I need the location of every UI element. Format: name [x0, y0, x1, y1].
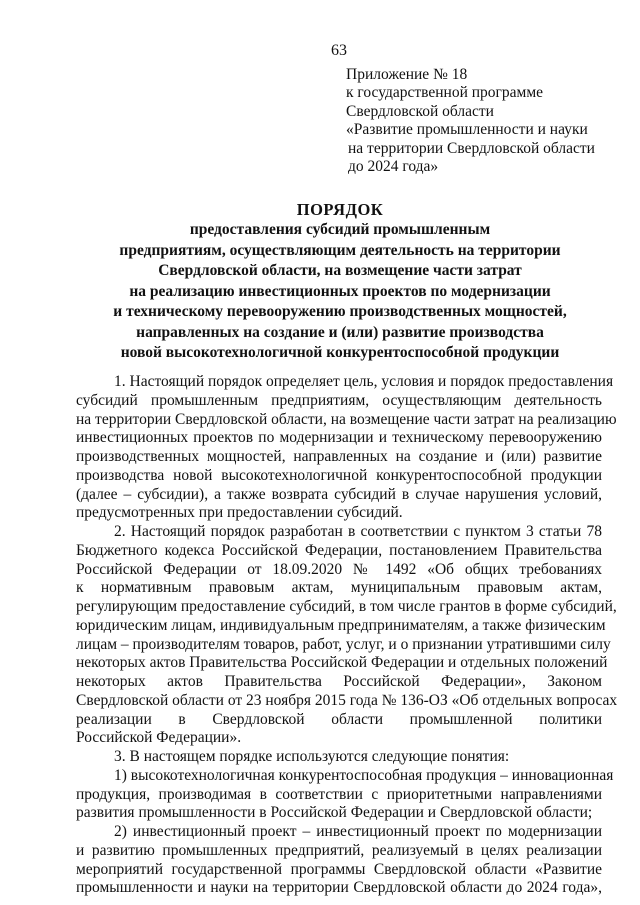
subtitle-line: и техническому перевооружению производственных мощностей,: [113, 303, 567, 320]
paragraph-line: производственных мощностей, направленных на создание и (или) развитие: [76, 448, 602, 465]
appendix-line: Свердловской области: [346, 102, 494, 120]
subtitle-line: Свердловской области, на возмещение части затрат: [158, 262, 522, 279]
paragraph-line: продукция, производимая в соответствии с приоритетными направлениями: [76, 785, 602, 803]
appendix-line: к государственной программе: [346, 84, 544, 102]
paragraph-line: некоторых актов Правительства Российской Федерации», Законом: [76, 673, 602, 690]
subtitle-line: предприятиям, осуществляющим деятельность на территории: [119, 241, 561, 259]
subtitle-line: новой высокотехнологичной конкурентоспособной продукции: [120, 344, 560, 361]
paragraph-line: субсидий промышленным предприятиям, осуществляющим деятельность: [76, 391, 602, 409]
paragraph-line: инвестиционных проектов по модернизации и техническому перевооружению: [76, 429, 602, 447]
page-number: 63: [331, 42, 347, 59]
paragraph-line: реализации в Свердловской области промышленной политики: [76, 710, 602, 728]
appendix-line: до 2024 года»: [348, 158, 439, 176]
document-subtitle: [60, 220, 620, 364]
paragraph-line: 1) высокотехнологичная конкурентоспособная продукция – инновационная: [114, 766, 614, 784]
paragraph-line: 2. Настоящий порядок разработан в соответствии с пунктом 3 статьи 78: [114, 523, 602, 540]
paragraph-line: Бюджетного кодекса Российской Федерации, постановлением Правительства: [76, 541, 602, 559]
paragraph-line: развития промышленности в Российской Федерации и Свердловской области;: [76, 804, 593, 822]
paragraph-line: к нормативным правовым актам, муниципальным правовым актам,: [76, 579, 602, 597]
paragraph-line: некоторых актов Правительства Российской Федерации и отдельных положений: [76, 654, 608, 672]
appendix-line: Приложение № 18: [346, 66, 468, 83]
subtitle-line: предоставления субсидий промышленным: [189, 221, 491, 238]
body-paragraph: [76, 766, 614, 823]
appendix-line: на территории Свердловской области: [348, 139, 595, 157]
document-body: [76, 373, 618, 898]
appendix-header: [346, 66, 595, 176]
body-paragraph: [76, 748, 602, 767]
document-title-block: [60, 200, 620, 364]
paragraph-line: Российской Федерации».: [76, 729, 242, 747]
document-title: ПОРЯДОК: [296, 200, 384, 219]
paragraph-line: юридическим лицам, индивидуальным предпринимателям, а также физическим: [76, 616, 606, 634]
paragraph-line: регулирующим предоставление субсидий, в том числе грантов в форме субсидий,: [76, 598, 617, 615]
paragraph-line: предусмотренных при предоставлении субсидий.: [76, 504, 403, 522]
body-paragraph: [76, 373, 617, 523]
body-paragraph: [76, 823, 602, 898]
paragraph-line: производства новой высокотехнологичной конкурентоспособной продукции: [76, 466, 602, 484]
body-paragraph: [76, 523, 618, 748]
appendix-line: «Развитие промышленности и науки: [346, 121, 588, 139]
paragraph-line: (далее – субсидии), а также возврата субсидий в случае нарушения условий,: [76, 485, 602, 503]
paragraph-line: мероприятий государственной программы Свердловской области «Развитие: [76, 860, 602, 878]
paragraph-line: промышленности и науки на территории Свердловской области до 2024 года»,: [76, 879, 602, 897]
paragraph-line: 2) инвестиционный проект – инвестиционный проект по модернизации: [114, 823, 602, 840]
paragraph-line: лицам – производителям товаров, работ, услуг, и о признании утратившими силу: [76, 635, 611, 653]
paragraph-line: 1. Настоящий порядок определяет цель, условия и порядок предоставления: [114, 373, 614, 390]
subtitle-line: на реализацию инвестиционных проектов по модернизации: [129, 282, 551, 300]
paragraph-line: и развитию промышленных предприятий, реализуемый в целях реализации: [76, 841, 602, 859]
paragraph-line: Российской Федерации от 18.09.2020 № 1492 «Об общих требованиях: [76, 560, 602, 578]
paragraph-line: Свердловской области от 23 ноября 2015 года № 136-ОЗ «Об отдельных вопросах: [76, 691, 618, 709]
subtitle-line: направленных на создание и (или) развитие производства: [136, 323, 544, 341]
paragraph-line: 3. В настоящем порядке используются следующие понятия:: [114, 748, 510, 765]
paragraph-line: на территории Свердловской области, на возмещение части затрат на реализацию: [76, 410, 617, 428]
